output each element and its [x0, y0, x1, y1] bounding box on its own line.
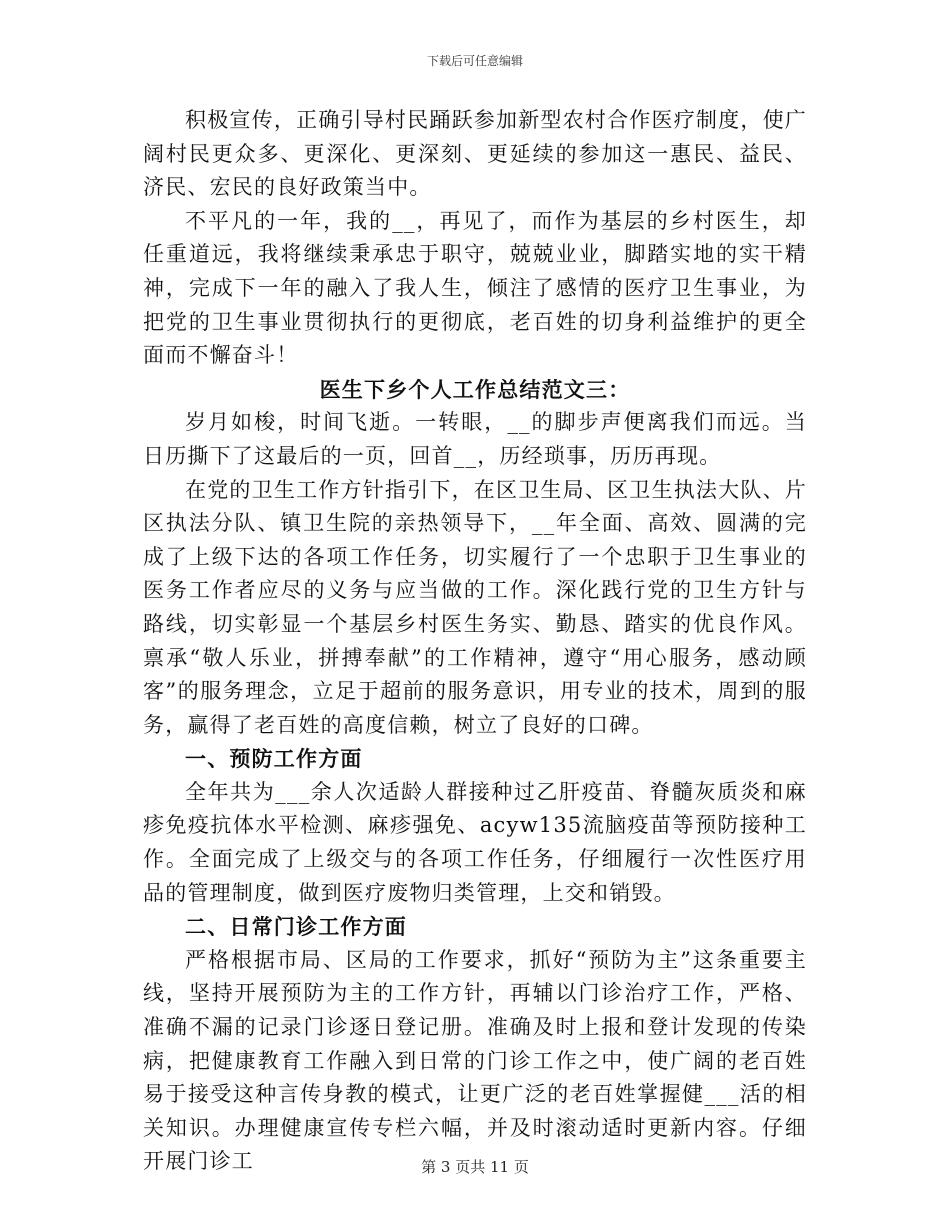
document-body — [143, 104, 807, 1179]
paragraph: 严格根据市局、区局的工作要求，抓好“预防为主”这条重要主线，坚持开展预防为主的工作方针，再辅以门诊治疗工作，严格、准确不漏的记录门诊逐日登记册。准确及时上报和登计发现的传染病，把健康教育工作融入到日常的门诊工作之中，使广阔的老百姓易于接受这种言传身教的模式，让更广泛的老百姓掌握健___活的相关知识。办理健康宣传专栏六幅，并及时滚动适时更新内容。仔细开展门诊工 — [143, 947, 807, 1174]
section-title: 医生下乡个人工作总结范文三： — [319, 376, 631, 402]
page-header: 下载后可任意编辑 — [426, 54, 523, 68]
paragraph: 积极宣传，正确引导村民踊跃参加新型农村合作医疗制度，使广阔村民更众多、更深化、更深刻、更延续的参加这一惠民、益民、济民、宏民的良好政策当中。 — [143, 108, 807, 200]
page-footer: 第 3 页共 11 页 — [421, 1158, 529, 1176]
subsection-heading: 二、日常门诊工作方面 — [185, 914, 407, 940]
paragraph: 岁月如梭，时间飞逝。一转眼，__的脚步声便离我们而远。当日历撕下了这最后的一页，回首__，历经琐事，历历再现。 — [143, 410, 807, 468]
subsection-heading: 一、预防工作方面 — [185, 746, 363, 772]
paragraph: 不平凡的一年，我的__，再见了，而作为基层的乡村医生，却任重道远，我将继续秉承忠于职守，兢兢业业，脚踏实地的实干精神，完成下一年的融入了我人生，倾注了感情的医疗卫生事业，为把党的卫生事业贯彻执行的更彻底，老百姓的切身利益维护的更全面而不懈奋斗！ — [143, 208, 807, 368]
paragraph: 在党的卫生工作方针指引下，在区卫生局、区卫生执法大队、片区执法分队、镇卫生院的亲热领导下，__年全面、高效、圆满的完成了上级下达的各项工作任务，切实履行了一个忠职于卫生事业的医务工作者应尽的义务与应当做的工作。深化践行党的卫生方针与路线，切实彰显一个基层乡村医生务实、勤恳、踏实的优良作风。禀承“敬人乐业，拼搏奉献”的工作精神，遵守“用心服务，感动顾客”的服务理念，立足于超前的服务意识，用专业的技术，周到的服务，赢得了老百姓的高度信赖，树立了良好的口碑。 — [143, 477, 807, 737]
paragraph: 全年共为___余人次适龄人群接种过乙肝疫苗、脊髓灰质炎和麻疹免疫抗体水平检测、麻疹强免、acyw135流脑疫苗等预防接种工作。全面完成了上级交与的各项工作任务，仔细履行一次性医疗用品的管理制度，做到医疗废物归类管理，上交和销毁。 — [143, 779, 807, 905]
